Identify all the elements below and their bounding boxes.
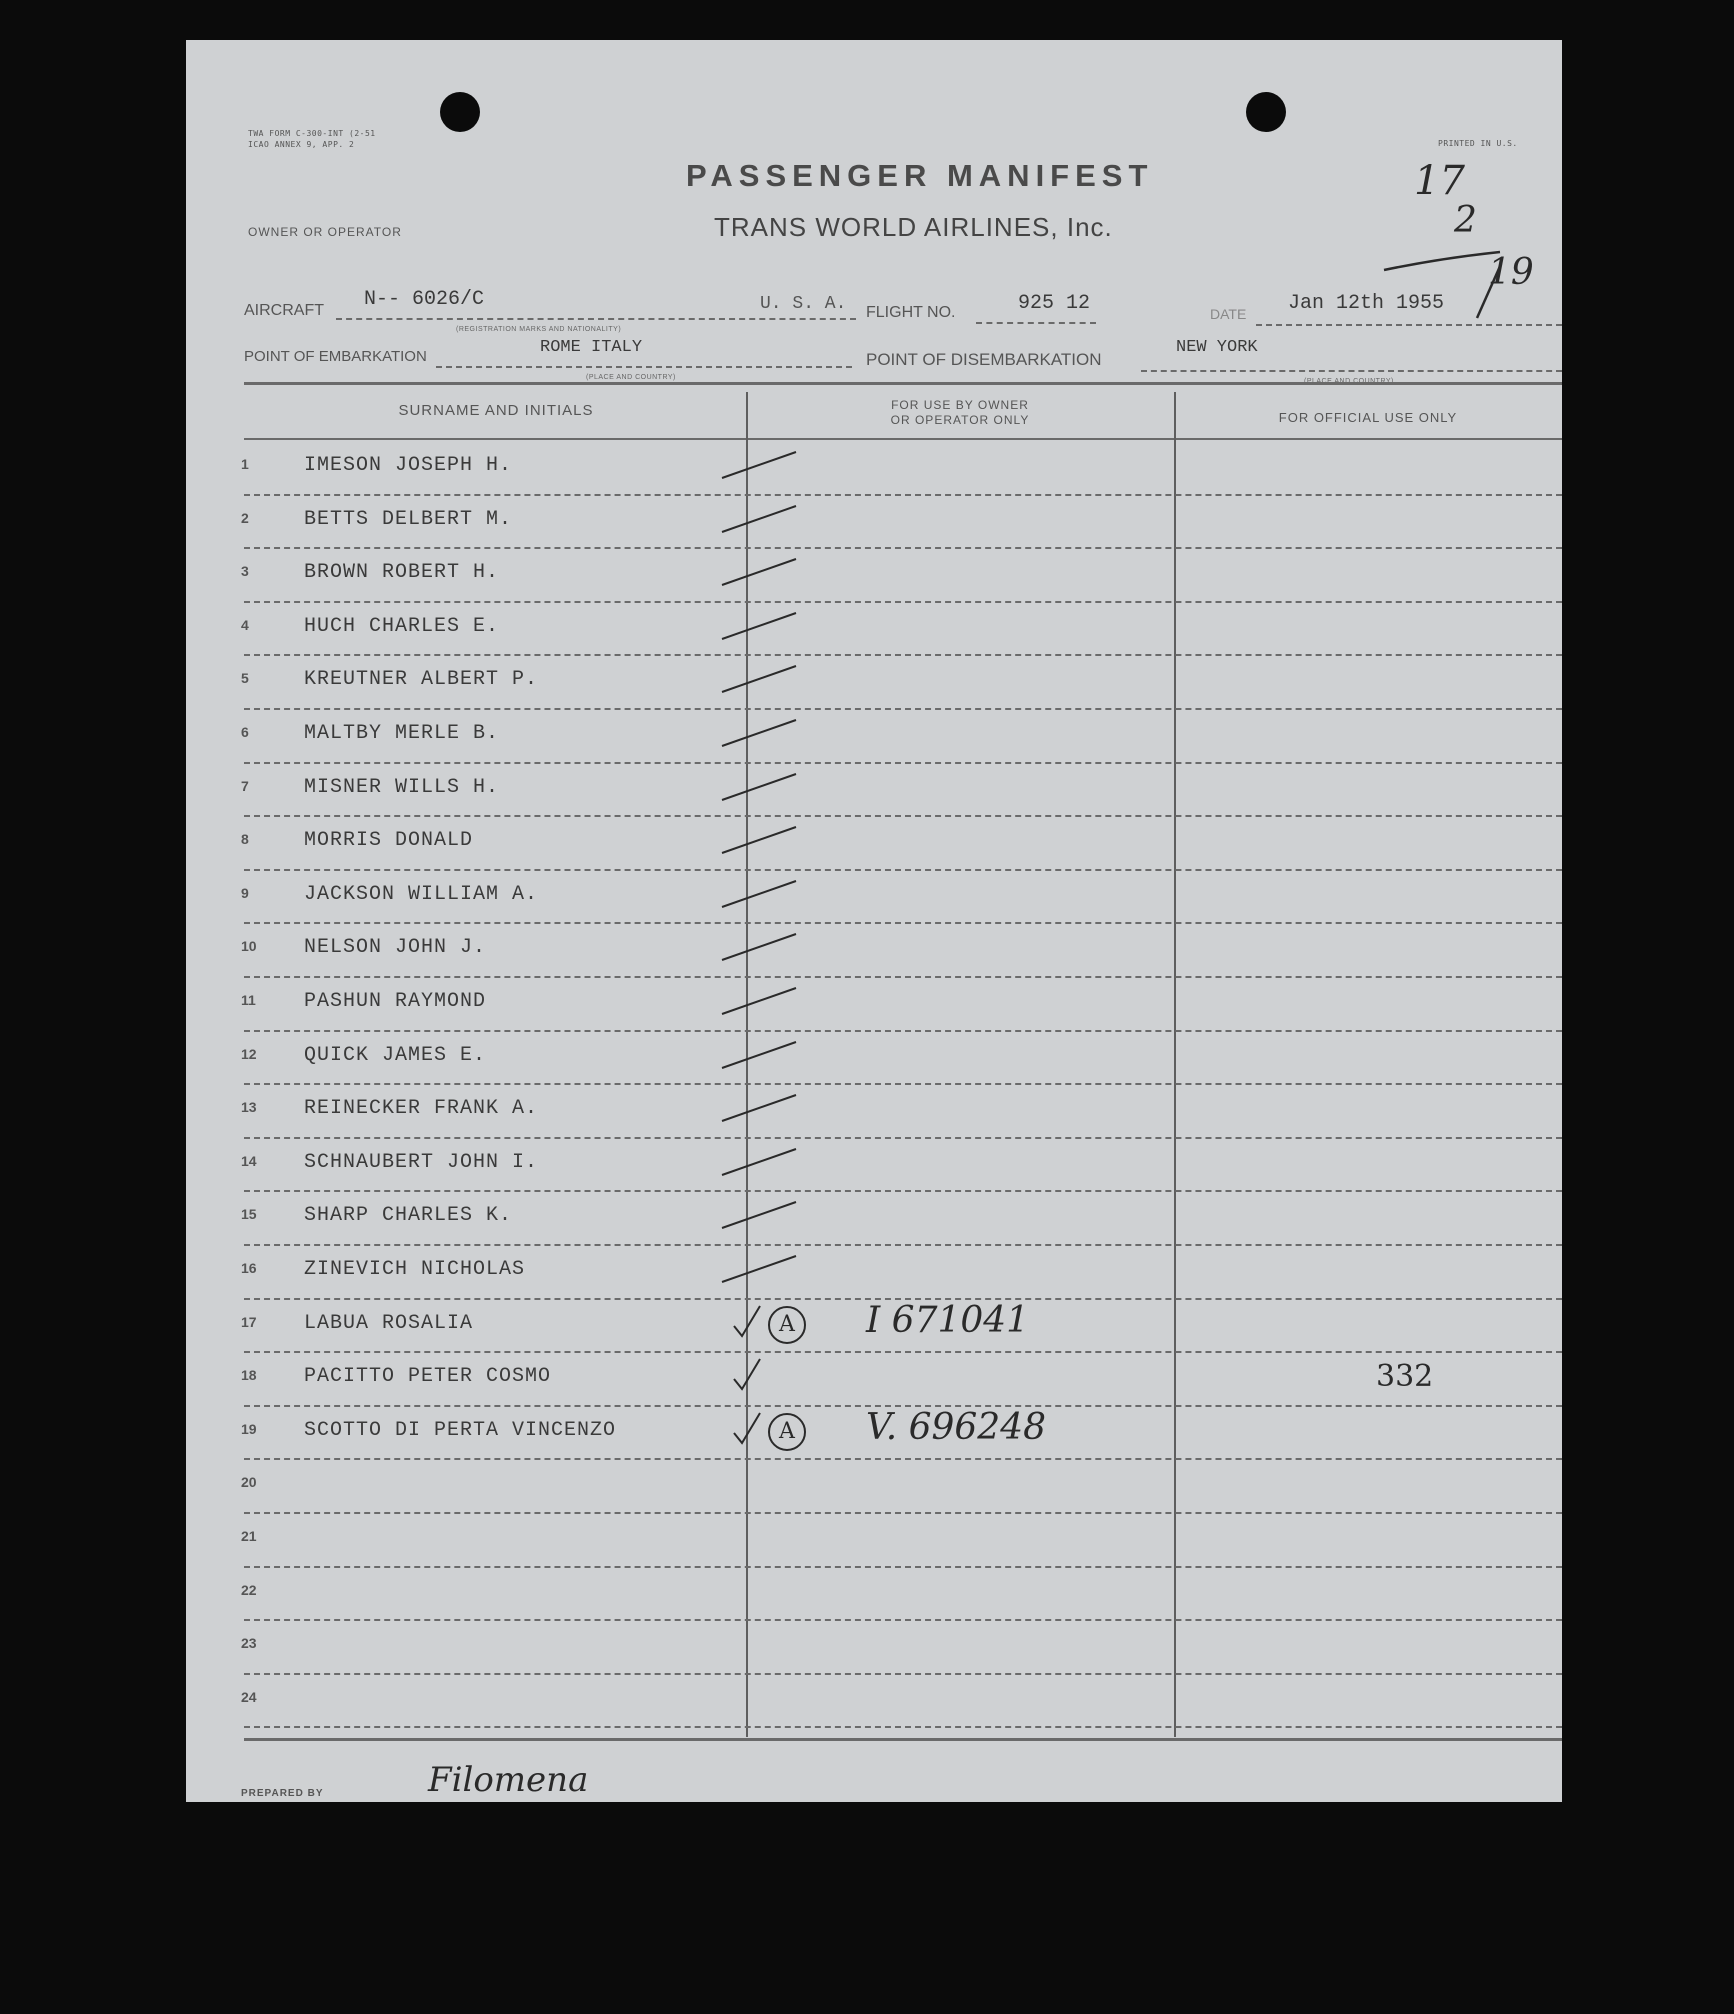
- table-row: [186, 978, 1562, 1032]
- row-number: 14: [241, 1152, 257, 1169]
- date-label: DATE: [1210, 306, 1247, 322]
- table-row: [186, 603, 1562, 657]
- row-number: 19: [241, 1420, 257, 1437]
- row-number: 1: [241, 456, 249, 472]
- passenger-name: HUCH CHARLES E.: [304, 614, 500, 638]
- table-row: [186, 1139, 1562, 1193]
- check-mark: [716, 605, 806, 645]
- passenger-name: MORRIS DONALD: [304, 829, 474, 853]
- passenger-name: BROWN ROBERT H.: [304, 561, 500, 585]
- row-number: 20: [241, 1474, 257, 1491]
- table-row: [186, 1568, 1562, 1622]
- embarkation-underline: [436, 366, 852, 368]
- row-number: 22: [241, 1581, 257, 1598]
- airline-name: TRANS WORLD AIRLINES, Inc.: [714, 212, 1113, 242]
- handwritten-fraction-bottom: 2: [1454, 200, 1477, 241]
- circled-a-mark: A: [768, 1413, 806, 1451]
- form-number: [248, 128, 376, 150]
- visa-number: V. 696248: [866, 1406, 1047, 1448]
- row-number: 13: [241, 1099, 257, 1116]
- passenger-name: PACITTO PETER COSMO: [304, 1365, 552, 1389]
- table-row: [186, 1032, 1562, 1086]
- date-underline: [1256, 324, 1562, 326]
- table-bottom-line: [244, 1738, 1562, 1741]
- table-row: [186, 1353, 1562, 1407]
- passenger-name: IMESON JOSEPH H.: [304, 454, 513, 477]
- row-number: 6: [241, 724, 249, 740]
- form-number-line2: ICAO ANNEX 9, APP. 2: [248, 140, 355, 149]
- row-number: 8: [241, 831, 249, 848]
- passenger-name: KREUTNER ALBERT P.: [304, 668, 539, 692]
- check-mark: [716, 658, 806, 698]
- disembarkation-value: NEW YORK: [1176, 338, 1258, 357]
- flight-no-label: FLIGHT NO.: [866, 304, 956, 321]
- row-number: 21: [241, 1528, 257, 1544]
- table-row: [186, 1407, 1562, 1461]
- row-number: 7: [241, 777, 249, 794]
- official-use-value: 332: [1376, 1359, 1434, 1395]
- embarkation-label: POINT OF EMBARKATION: [244, 348, 427, 365]
- check-mark: [716, 980, 806, 1020]
- passenger-name: JACKSON WILLIAM A.: [304, 882, 539, 906]
- row-number: 15: [241, 1206, 257, 1223]
- table-row: [186, 1675, 1562, 1729]
- col-head-official-use: FOR OFFICIAL USE ONLY: [1278, 410, 1458, 425]
- passenger-name: PASHUN RAYMOND: [304, 990, 487, 1013]
- owner-label: OWNER OR OPERATOR: [248, 225, 402, 239]
- table-row: [186, 1621, 1562, 1675]
- check-mark: [716, 766, 806, 806]
- table-row: [186, 817, 1562, 871]
- registration-hint: (REGISTRATION MARKS AND NATIONALITY): [456, 326, 622, 333]
- check-mark: [716, 819, 806, 859]
- check-mark: [716, 926, 806, 966]
- manifest-page: [186, 40, 1562, 1802]
- table-row: [186, 1460, 1562, 1514]
- passenger-name: LABUA ROSALIA: [304, 1311, 474, 1335]
- disembarkation-hint: (PLACE AND COUNTRY): [1304, 378, 1394, 385]
- check-mark: [716, 1034, 806, 1074]
- aircraft-underline: [336, 318, 856, 320]
- table-row: [186, 764, 1562, 818]
- passenger-name: SCHNAUBERT JOHN I.: [304, 1150, 539, 1174]
- flight-no-value: 925 12: [1018, 292, 1091, 315]
- row-number: 10: [241, 938, 257, 955]
- col-head-owner-use-line2: OR OPERATOR ONLY: [890, 413, 1030, 427]
- row-number: 4: [241, 616, 249, 633]
- passenger-name: REINECKER FRANK A.: [304, 1097, 539, 1121]
- embarkation-hint: (PLACE AND COUNTRY): [586, 374, 676, 381]
- passenger-name: MALTBY MERLE B.: [304, 722, 500, 745]
- prepared-by-signature: Filomena: [428, 1760, 589, 1800]
- table-row: [186, 1246, 1562, 1300]
- col-head-owner-use-line1: FOR USE BY OWNER: [891, 398, 1029, 412]
- row-number: 16: [241, 1260, 257, 1276]
- check-mark: [716, 1248, 806, 1288]
- handwritten-fraction-top: 17: [1414, 158, 1465, 204]
- flight-no-underline: [976, 322, 1096, 324]
- row-number: 9: [241, 884, 249, 901]
- table-row: [186, 656, 1562, 710]
- row-number: 3: [241, 563, 249, 580]
- row-number: 24: [241, 1688, 257, 1705]
- passenger-name: BETTS DELBERT M.: [304, 507, 513, 531]
- punch-hole-right: [1246, 92, 1286, 132]
- table-row: [186, 924, 1562, 978]
- col-head-owner-use: [746, 398, 1174, 428]
- check-mark: [716, 498, 806, 538]
- table-row: [186, 442, 1562, 496]
- passenger-name: SHARP CHARLES K.: [304, 1204, 513, 1228]
- check-mark: [716, 1087, 806, 1127]
- aircraft-value: N-- 6026/C: [364, 288, 485, 311]
- passenger-name: QUICK JAMES E.: [304, 1043, 487, 1067]
- passenger-name: SCOTTO DI PERTA VINCENZO: [304, 1418, 617, 1442]
- passenger-name: ZINEVICH NICHOLAS: [304, 1258, 526, 1281]
- embarkation-value: ROME ITALY: [540, 338, 643, 357]
- row-divider: [244, 1726, 1562, 1728]
- circled-a-mark: A: [768, 1306, 806, 1344]
- disembarkation-label: POINT OF DISEMBARKATION: [866, 350, 1102, 369]
- visa-number: I 671041: [866, 1299, 1030, 1341]
- check-mark: [716, 551, 806, 591]
- row-number: 17: [241, 1313, 257, 1330]
- table-top-line: [244, 382, 1562, 385]
- row-number: 11: [241, 992, 256, 1008]
- handwritten-slash: [1471, 262, 1511, 322]
- row-number: 18: [241, 1367, 257, 1384]
- check-mark: [716, 873, 806, 913]
- date-value: Jan 12th 1955: [1288, 292, 1445, 315]
- check-mark: [716, 1141, 806, 1181]
- table-row: [186, 871, 1562, 925]
- table-row: [186, 549, 1562, 603]
- table-row: [186, 710, 1562, 764]
- table-row: [186, 1192, 1562, 1246]
- col-head-surname: SURNAME AND INITIALS: [398, 402, 594, 419]
- document-title: PASSENGER MANIFEST: [686, 158, 1154, 193]
- nationality-value: U. S. A.: [760, 294, 847, 314]
- table-row: [186, 1300, 1562, 1354]
- row-number: 2: [241, 509, 249, 526]
- row-number: 23: [241, 1635, 257, 1652]
- passenger-name: NELSON JOHN J.: [304, 936, 487, 960]
- aircraft-label: AIRCRAFT: [244, 302, 324, 319]
- table-header-line: [244, 438, 1562, 440]
- table-row: [186, 1085, 1562, 1139]
- table-row: [186, 1514, 1562, 1568]
- prepared-by-label: PREPARED BY: [241, 1788, 324, 1799]
- check-mark: [716, 444, 806, 484]
- check-mark: [716, 1355, 806, 1395]
- row-number: 12: [241, 1045, 257, 1062]
- disembarkation-underline: [1141, 370, 1562, 372]
- printed-in: PRINTED IN U.S.: [1438, 139, 1518, 148]
- row-number: 5: [241, 670, 249, 687]
- form-number-line1: TWA FORM C-300-INT (2-51: [248, 129, 376, 138]
- passenger-name: MISNER WILLS H.: [304, 775, 500, 799]
- check-mark: [716, 1194, 806, 1234]
- check-mark: [716, 712, 806, 752]
- table-row: [186, 496, 1562, 550]
- handwritten-slash-number: 19: [1488, 252, 1534, 293]
- punch-hole-left: [440, 92, 480, 132]
